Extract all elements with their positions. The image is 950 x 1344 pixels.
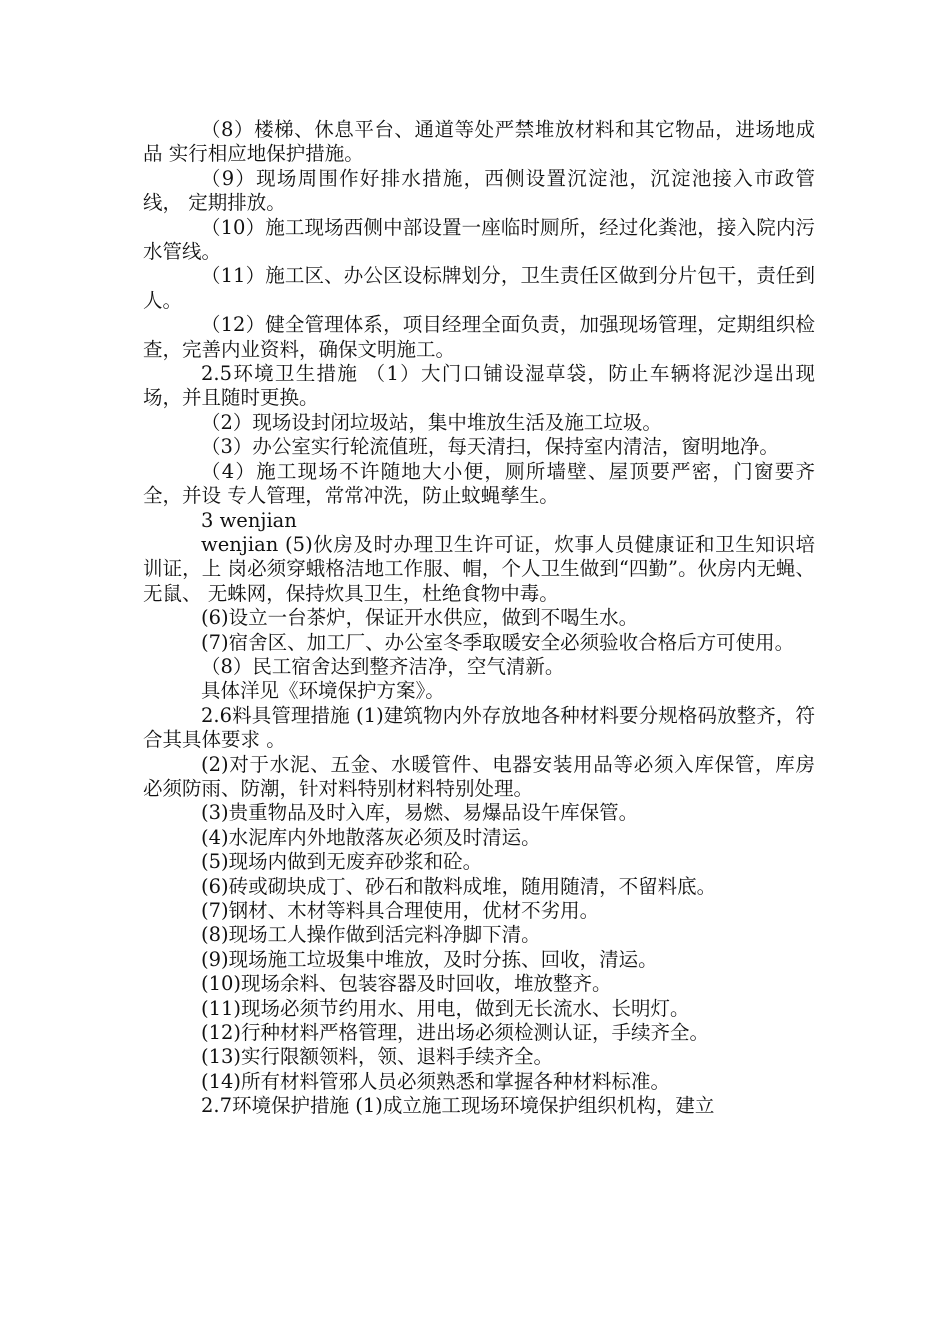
paragraph-warehouse: (2)对于水泥、五金、水暖管件、电器安装用品等必须入库保管，库房 必须防雨、防潮，针对料特别材料特别处理。 xyxy=(143,752,815,800)
paragraph-save-utilities: (11)现场必须节约用水、用电，做到无长流水、长明灯。 xyxy=(201,996,690,1020)
paragraph-brick-stacking: (6)砖或砌块成丁、砂石和散料成堆，随用随清，不留料底。 xyxy=(201,874,717,898)
paragraph-toilet-rules: （4）施工现场不许随地大小便，厕所墙壁、屋顶要严密，门窗要齐全，并设 专人管理，常常冲洗，防止蚊蝇孳生。 xyxy=(143,459,815,508)
paragraph-garbage-station: （2）现场设封闭垃圾站，集中堆放生活及施工垃圾。 xyxy=(201,410,662,434)
paragraph-valuables: (3)贵重物品及时入库，易燃、易爆品设午库保管。 xyxy=(201,801,639,825)
paragraph-see-plan: 具体洋见《环境保护方案》。 xyxy=(201,679,445,703)
paragraph-wenjian-marker: 3 wenjian xyxy=(201,508,297,532)
paragraph-management-system: （12）健全管理体系，项目经理全面负责，加强现场管理，定期组织检 查，完善内业资料，确保文明施工。 xyxy=(143,313,815,361)
paragraph-temp-toilet: （10）施工现场西侧中部设置一座临时厕所，经过化粪池，接入院内污 水管线。 xyxy=(143,215,815,264)
section-2-6-materials: 2.6料具管理措施 (1)建筑物内外存放地各种材料要分规格码放整齐，符合其具体要求 。 xyxy=(143,703,815,752)
paragraph-winter-heating: (7)宿舍区、加工厂、办公室冬季取暖安全必须验收合格后方可使用。 xyxy=(201,630,795,654)
paragraph-steel-timber: (7)钢材、木材等料具合理使用，优材不劣用。 xyxy=(201,899,600,922)
section-2-5-hygiene: 2.5环境卫生措施 （1）大门口铺设湿草袋，防止车辆将泥沙逞出现场，并且随时更换。 xyxy=(143,362,815,410)
paragraph-quota-requisition: (13)实行限额领料，领、退料手续齐全。 xyxy=(201,1045,554,1069)
document-body xyxy=(143,118,815,1119)
paragraph-signage: （11）施工区、办公区设标牌划分，卫生责任区做到分片包干，责任到 人。 xyxy=(143,264,815,312)
paragraph-office-duty: （3）办公室实行轮流值班，每天清扫，保持室内清洁，窗明地净。 xyxy=(201,435,779,459)
paragraph-material-inspection: (12)行种材料严格管理，进出场必须检测认证，手续齐全。 xyxy=(201,1021,710,1045)
paragraph-material-standards: (14)所有材料管邪人员必须熟悉和掌握各种材料标准。 xyxy=(201,1069,671,1093)
paragraph-stair-protection: （8）楼梯、休息平台、通道等处严禁堆放材料和其它物品，进场地成品 实行相应地保护措施。 xyxy=(143,118,815,166)
paragraph-dormitory: （8）民工宿舍达到整齐洁净，空气清新。 xyxy=(201,654,565,678)
paragraph-tea-boiler: (6)设立一台茶炉，保证开水供应，做到不喝生水。 xyxy=(201,606,639,630)
section-2-7-environment: 2.7环境保护措施 (1)成立施工现场环境保护组织机构，建立 xyxy=(201,1094,715,1118)
paragraph-kitchen-permit: wenjian (5)伙房及时办理卫生许可证，炊事人员健康证和卫生知识培训证，上 岗必须穿蛾格洁地工作服、帽，个人卫生做到“四勤”。伙房内无蝇、无鼠、 无蛛网，保持炊具卫生，杜绝食物中毒。 xyxy=(143,532,815,605)
paragraph-cement-ash: (4)水泥库内外地散落灰必须及时清运。 xyxy=(201,825,541,849)
paragraph-garbage-sorting: (9)现场施工垃圾集中堆放，及时分拣、回收，清运。 xyxy=(201,947,658,971)
paragraph-clean-work: (8)现场工人操作做到活完料净脚下清。 xyxy=(201,923,541,947)
paragraph-no-waste-mortar: (5)现场内做到无废弃砂浆和砼。 xyxy=(201,850,483,874)
paragraph-surplus-recovery: (10)现场余料、包装容器及时回收，堆放整齐。 xyxy=(201,972,612,996)
paragraph-drainage: （9）现场周围作好排水措施，西侧设置沉淀池，沉淀池接入市政管线， 定期排放。 xyxy=(143,166,815,215)
